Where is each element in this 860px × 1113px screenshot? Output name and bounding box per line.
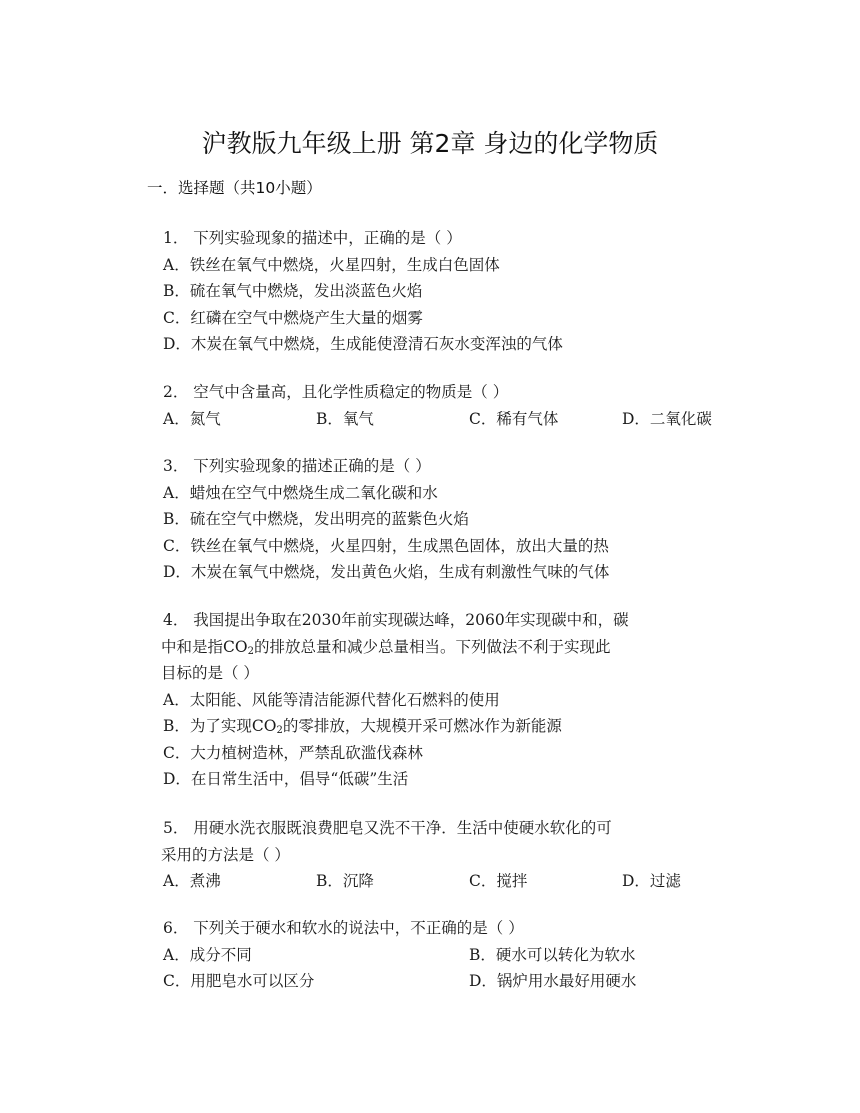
option-a: A．成分不同 — [163, 945, 252, 964]
question-3 — [163, 453, 723, 586]
option-b: B．硫在空气中燃烧，发出明亮的蓝紫色火焰 — [163, 510, 469, 528]
stem-text: 的排放总量和减少总量相当。下列做法不利于实现此 — [253, 637, 611, 656]
option-a: A．太阳能、风能等清洁能源代替化石燃料的使用 — [163, 690, 500, 709]
option-b: B．硬水可以转化为软水 — [469, 945, 636, 964]
question-5 — [163, 815, 723, 895]
option-b: B．硫在氧气中燃烧，发出淡蓝色火焰 — [163, 282, 423, 300]
subscript: 2 — [247, 645, 254, 657]
option-d: D．二氧化碳 — [622, 409, 712, 428]
question-stem: 2． 空气中含量高，且化学性质稳定的物质是（ ） — [163, 383, 509, 401]
option-d: D．过滤 — [622, 872, 681, 890]
option-b: B．沉降 — [316, 872, 374, 890]
question-6 — [163, 915, 723, 995]
stem-text: 中和是指CO — [161, 637, 248, 656]
option-a: A．铁丝在氧气中燃烧，火星四射，生成白色固体 — [163, 255, 500, 274]
question-4 — [163, 607, 723, 793]
option-c: C．红磷在空气中燃烧产生大量的烟雾 — [163, 308, 423, 327]
option-c: C．用肥皂水可以区分 — [163, 972, 315, 990]
section-heading: 一．选择题（共10小题） — [147, 179, 322, 197]
option-a: A．氮气 — [163, 409, 221, 428]
question-1 — [163, 225, 723, 358]
options-row-1 — [163, 942, 723, 969]
option-a: A．煮沸 — [163, 872, 221, 890]
options-row — [163, 406, 723, 433]
option-text: B．为了实现CO — [163, 717, 277, 735]
option-c: C．大力植树造林，严禁乱砍滥伐森林 — [163, 743, 423, 762]
options-row — [163, 868, 723, 895]
option-d: D．木炭在氧气中燃烧，生成能使澄清石灰水变浑浊的气体 — [163, 335, 563, 353]
option-a: A．蜡烛在空气中燃烧生成二氧化碳和水 — [163, 483, 438, 502]
question-stem-line-1: 5． 用硬水洗衣服既浪费肥皂又洗不干净．生活中使硬水软化的可 — [163, 819, 612, 837]
option-d: D．在日常生活中，倡导“低碳”生活 — [163, 770, 409, 788]
subscript: 2 — [276, 725, 283, 736]
option-d: D．锅炉用水最好用硬水 — [469, 972, 637, 990]
option-c: C．搅拌 — [469, 872, 528, 890]
option-c: C．铁丝在氧气中燃烧，火星四射，生成黑色固体，放出大量的热 — [163, 536, 609, 555]
question-stem: 3． 下列实验现象的描述正确的是（ ） — [163, 457, 431, 475]
document-title: 沪教版九年级上册 第2章 身边的化学物质 — [201, 129, 659, 158]
question-2 — [163, 379, 723, 432]
option-b: B．氧气 — [316, 409, 374, 428]
question-stem: 6． 下列关于硬水和软水的说法中，不正确的是（ ） — [163, 919, 524, 937]
question-stem-line-3: 目标的是（ ） — [161, 664, 259, 682]
options-row-2 — [163, 968, 723, 995]
option-d: D．木炭在氧气中燃烧，发出黄色火焰，生成有刺激性气味的气体 — [163, 563, 610, 581]
option-text: 的零排放，大规模开采可燃冰作为新能源 — [282, 717, 562, 735]
question-stem-line-2: 采用的方法是（ ） — [161, 845, 290, 864]
option-b — [163, 713, 723, 740]
question-stem: 1． 下列实验现象的描述中，正确的是（ ） — [163, 229, 462, 247]
option-c: C．稀有气体 — [469, 409, 559, 428]
question-stem-line-2 — [161, 634, 721, 661]
question-stem-line-1: 4． 我国提出争取在2030年前实现碳达峰，2060年实现碳中和，碳 — [163, 611, 629, 629]
